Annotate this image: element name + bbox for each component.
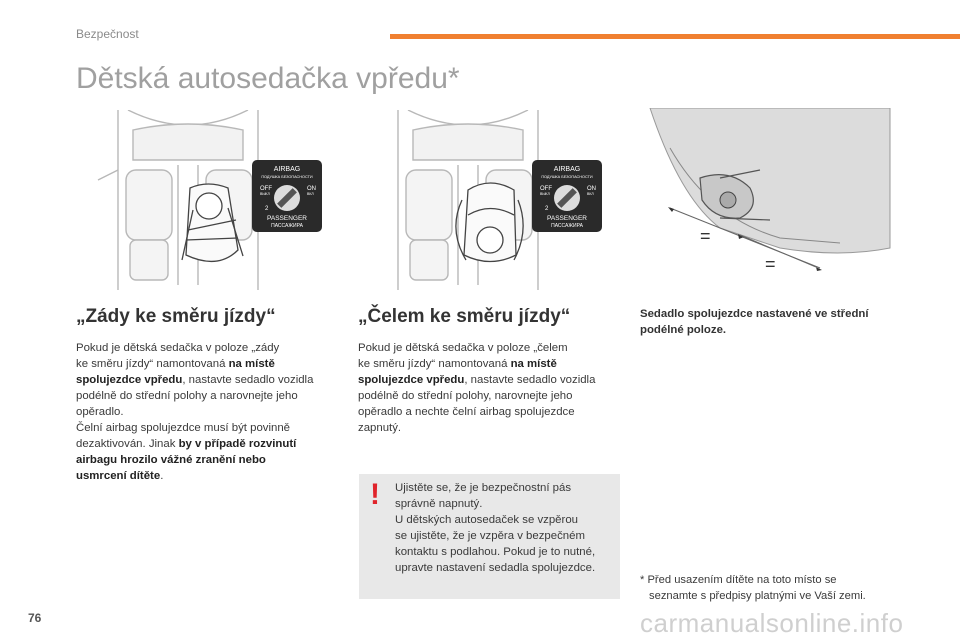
airbag-switch-icon — [252, 160, 322, 232]
warning-icon: ! — [370, 478, 380, 511]
watermark: carmanualsonline.info — [640, 608, 904, 638]
svg-text:AIRBAG: AIRBAG — [273, 166, 301, 173]
svg-text:=: = — [765, 254, 776, 274]
car-topview-icon — [98, 110, 278, 290]
svg-text:ПАССАЖИРА: ПАССАЖИРА — [551, 223, 583, 229]
page-number: 76 — [28, 611, 42, 625]
footnote: * Před usazením dítěte na toto místo se seznamte s předpisy platnými ve Vaší zemi. — [640, 574, 866, 602]
svg-text:ПАССАЖИРА: ПАССАЖИРА — [271, 223, 303, 229]
svg-text:2: 2 — [545, 206, 549, 212]
svg-text:PASSENGER: PASSENGER — [547, 215, 587, 222]
svg-text:AIRBAG: AIRBAG — [553, 166, 581, 173]
svg-text:ВКЛ: ВКЛ — [587, 192, 594, 196]
warning-text: Ujistěte se, že je bezpečnostní pás správně napnutý. U dětských autosedaček se vzpěrou se ujistěte, že je vzpěra v bezpečném kontaktu s podlahou. Pokud je to nutné, upravte nastavení sedadla spolujezdce. — [395, 482, 596, 574]
section-label: Bezpečnost — [76, 27, 139, 41]
svg-text:ПОДУШКА БЕЗОПАСНОСТИ: ПОДУШКА БЕЗОПАСНОСТИ — [261, 175, 313, 179]
airbag-switch-icon — [532, 160, 602, 232]
forward-facing-illustration — [358, 110, 622, 290]
page-title: Dětská autosedačka vpředu* — [76, 62, 460, 95]
front-body: Pokud je dětská sedačka v poloze „čelem ke směru jízdy“ namontovaná na místě spolujezdce vpředu, nastavte sedadlo vozidla podélně do střední polohy, narovnejte jeho opěradlo a nechte čelní airbag spolujezdce zapnutý. — [358, 342, 596, 434]
svg-text:=: = — [700, 226, 711, 246]
front-heading: „Čelem ke směru jízdy“ — [358, 306, 571, 327]
seat-caption: Sedadlo spolujezdce nastavené ve střední podélné poloze. — [640, 308, 869, 336]
svg-text:ВЫКЛ: ВЫКЛ — [260, 192, 270, 196]
svg-text:2: 2 — [265, 206, 269, 212]
rear-body: Pokud je dětská sedačka v poloze „zády ke směru jízdy“ namontovaná na místě spolujezdce vpředu, nastavte sedadlo vozidla podélně do střední polohy a narovnejte jeho opěradlo. Čelní airbag spolujezdce musí být povinně dezaktivován. Jinak by v případě rozvinutí airbagu hrozilo vážné zranění nebo usmrcení dítěte. — [76, 342, 314, 482]
rear-heading: „Zády ke směru jízdy“ — [76, 306, 276, 327]
orange-rule — [390, 34, 960, 39]
svg-text:ON: ON — [587, 186, 596, 192]
svg-text:ON: ON — [307, 186, 316, 192]
svg-text:ПОДУШКА БЕЗОПАСНОСТИ: ПОДУШКА БЕЗОПАСНОСТИ — [541, 175, 593, 179]
seat-side-icon — [650, 108, 890, 274]
child-seat-icon — [456, 183, 523, 262]
rear-facing-illustration — [78, 110, 342, 290]
warning-box — [359, 474, 620, 599]
svg-text:ВКЛ: ВКЛ — [307, 192, 314, 196]
svg-text:PASSENGER: PASSENGER — [267, 215, 307, 222]
seat-side-illustration — [640, 108, 900, 288]
svg-text:OFF: OFF — [540, 186, 552, 192]
svg-text:ВЫКЛ: ВЫКЛ — [540, 192, 550, 196]
svg-text:OFF: OFF — [260, 186, 272, 192]
